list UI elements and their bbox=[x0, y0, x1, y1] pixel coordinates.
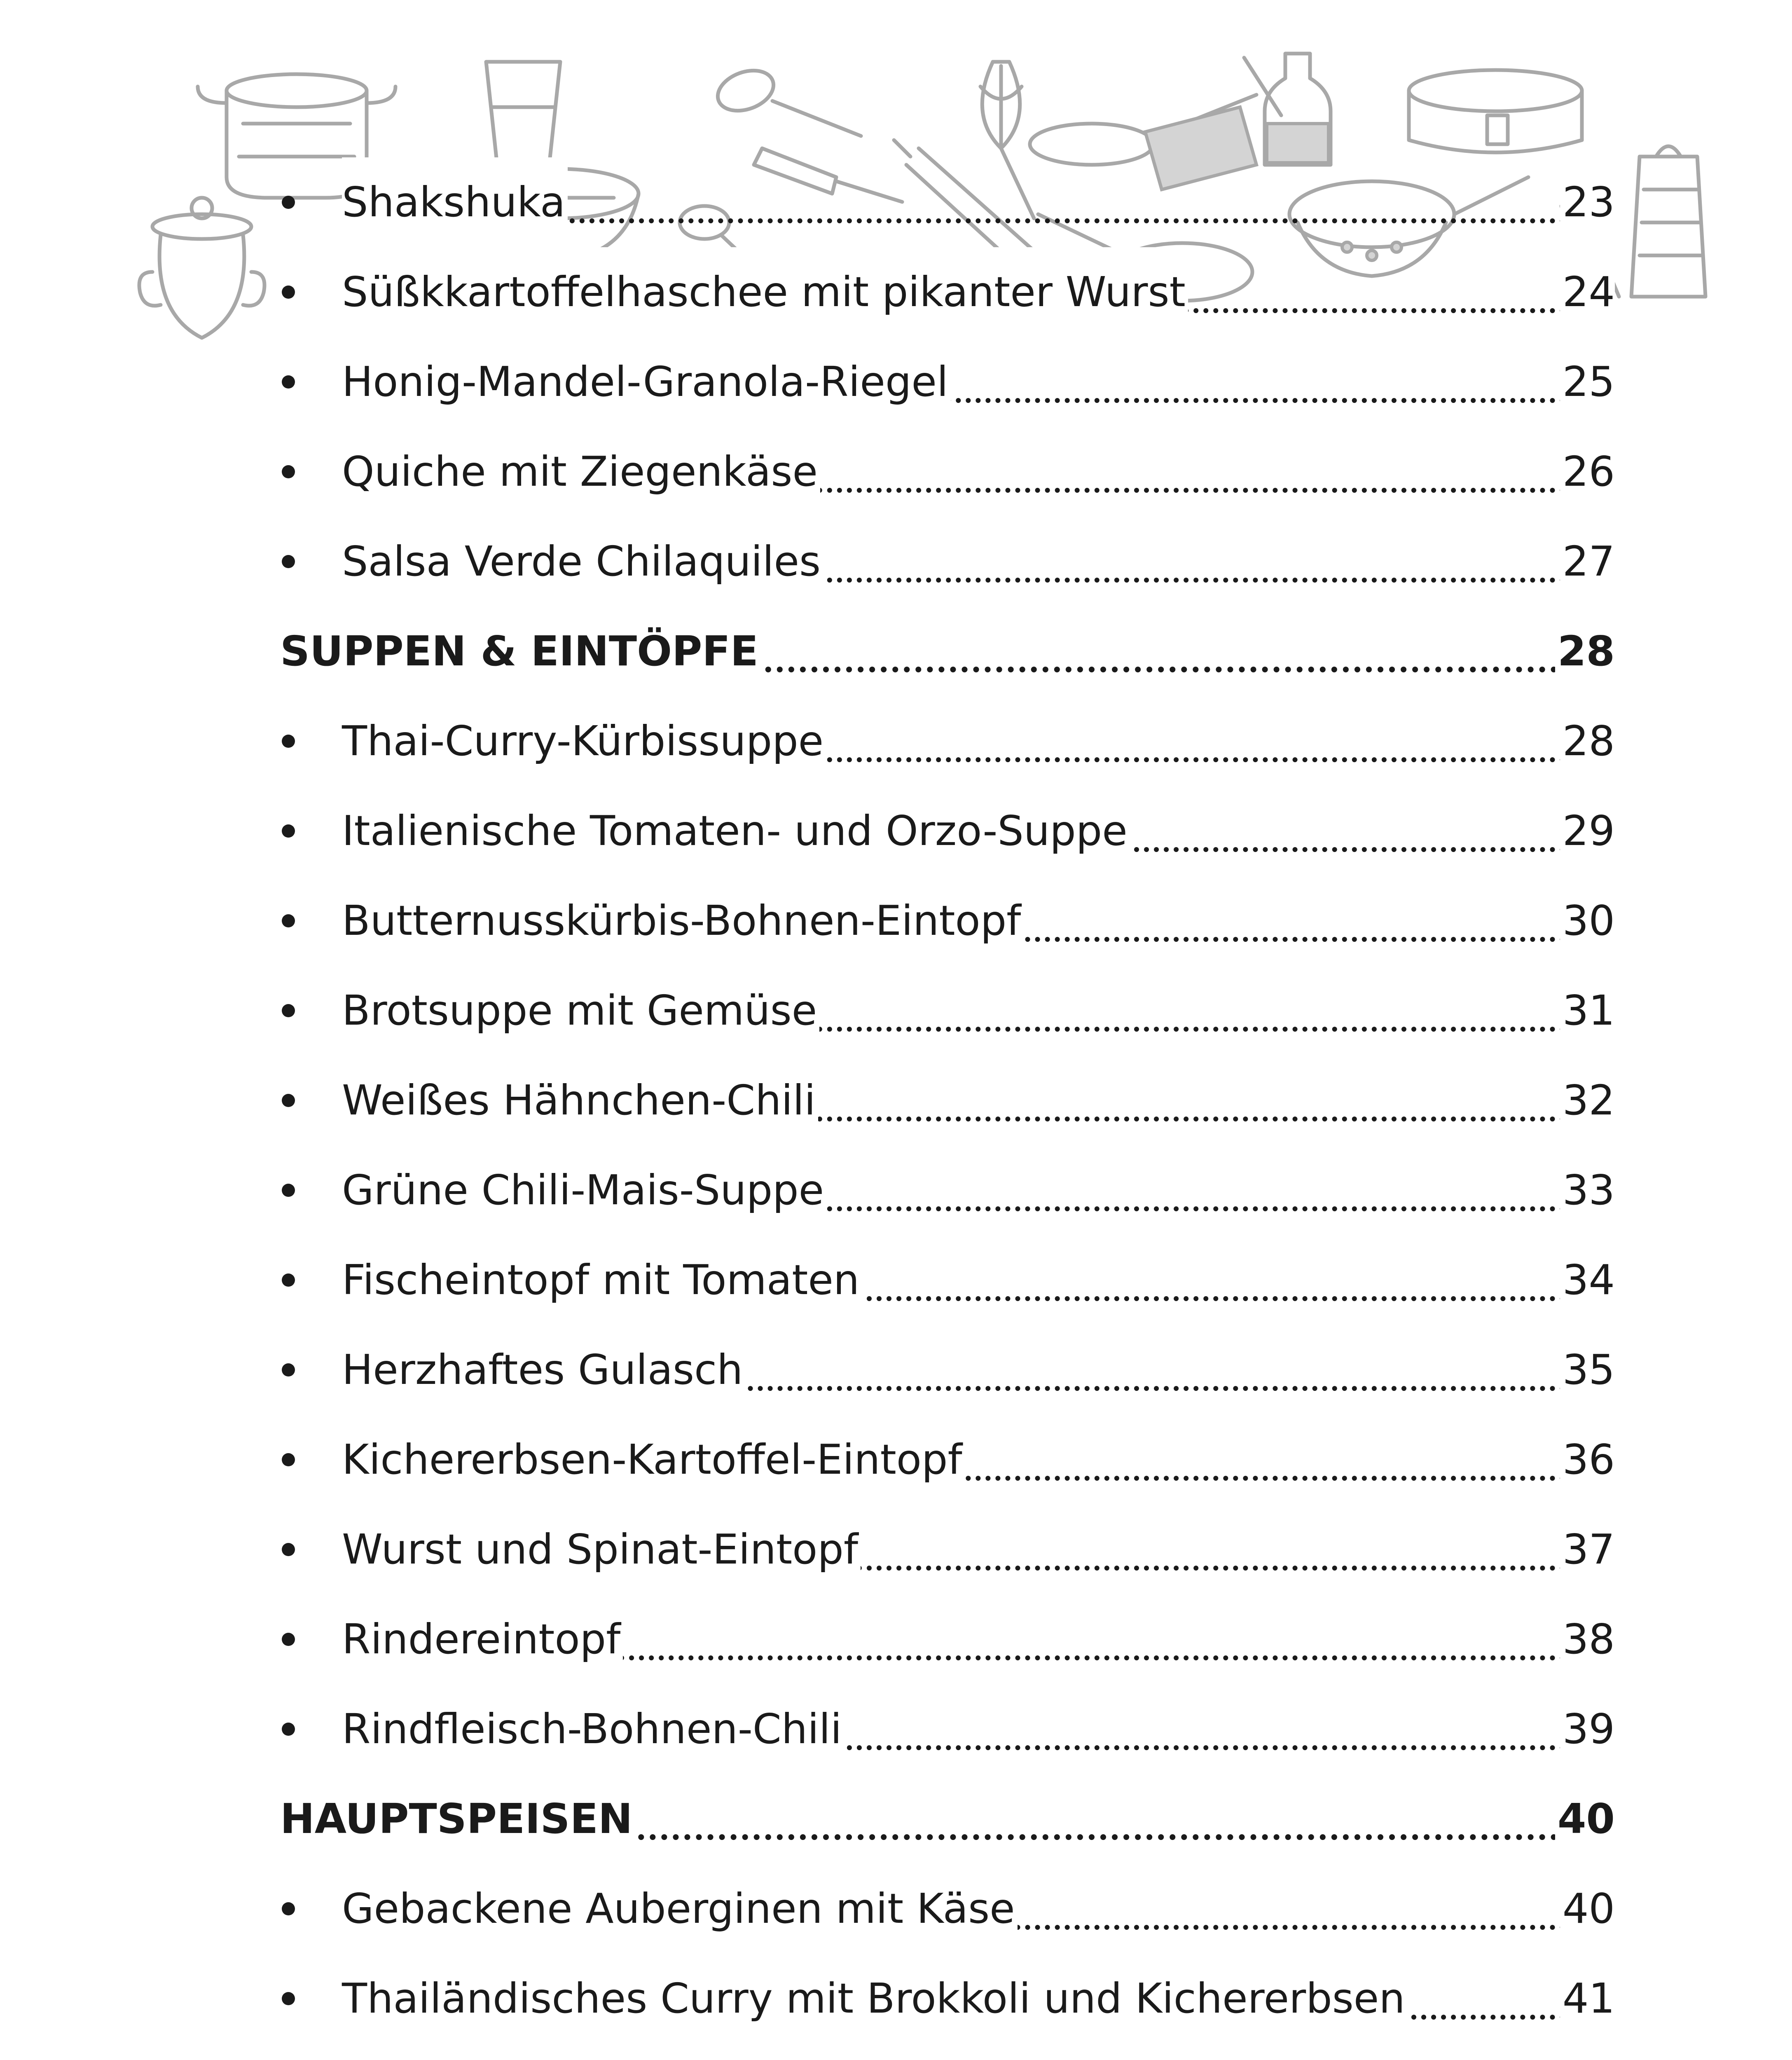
bullet-icon bbox=[280, 1594, 297, 1684]
toc-entry[interactable] bbox=[280, 1145, 1615, 1235]
toc-label: Rindfleisch-Bohnen-Chili bbox=[342, 1684, 844, 1774]
toc-page-number: 30 bbox=[1560, 876, 1615, 966]
toc-label: SUPPEN & EINTÖPFE bbox=[280, 606, 761, 696]
toc-label: Herzhaftes Gulasch bbox=[342, 1325, 745, 1415]
bullet-icon bbox=[280, 696, 297, 786]
toc-entry[interactable] bbox=[280, 1594, 1615, 1684]
table-of-contents bbox=[280, 157, 1615, 2060]
toc-entry[interactable] bbox=[280, 1505, 1615, 1594]
toc-label: HAUPTSPEISEN bbox=[280, 1774, 635, 1864]
bullet-icon bbox=[280, 157, 297, 247]
toc-entry[interactable] bbox=[280, 1415, 1615, 1505]
toc-page-number: 31 bbox=[1560, 966, 1615, 1056]
toc-page-number bbox=[1560, 2044, 1615, 2060]
toc-label: Brotsuppe mit Gemüse bbox=[342, 966, 819, 1056]
toc-label bbox=[342, 2044, 985, 2060]
bullet-icon bbox=[280, 247, 297, 337]
toc-page-number: 23 bbox=[1560, 157, 1615, 247]
toc-label: Kichererbsen-Kartoffel-Eintopf bbox=[342, 1415, 965, 1505]
bullet-icon bbox=[280, 1954, 297, 2044]
toc-entry[interactable] bbox=[280, 2044, 1615, 2060]
toc-page-number: 33 bbox=[1560, 1145, 1615, 1235]
toc-section-heading[interactable] bbox=[280, 606, 1615, 696]
toc-label: Honig-Mandel-Granola-Riegel bbox=[342, 337, 951, 427]
bullet-icon bbox=[280, 2044, 297, 2060]
toc-entry[interactable] bbox=[280, 337, 1615, 427]
bullet-icon bbox=[280, 876, 297, 966]
toc-label: Rindereintopf bbox=[342, 1594, 623, 1684]
toc-entry[interactable] bbox=[280, 517, 1615, 606]
bullet-icon bbox=[280, 1325, 297, 1415]
toc-page-number: 36 bbox=[1560, 1415, 1615, 1505]
toc-entry[interactable] bbox=[280, 1864, 1615, 1954]
toc-page-number: 38 bbox=[1560, 1594, 1615, 1684]
toc-entry[interactable] bbox=[280, 427, 1615, 517]
toc-label: Weißes Hähnchen-Chili bbox=[342, 1056, 818, 1145]
bullet-icon bbox=[280, 966, 297, 1056]
cake-tin-icon bbox=[1409, 70, 1582, 152]
toc-page-number: 32 bbox=[1560, 1056, 1615, 1145]
toc-label: Quiche mit Ziegenkäse bbox=[342, 427, 820, 517]
toc-entry[interactable] bbox=[280, 1954, 1615, 2044]
bullet-icon bbox=[280, 427, 297, 517]
bullet-icon bbox=[280, 1684, 297, 1774]
toc-page-number: 24 bbox=[1560, 247, 1615, 337]
toc-page-number: 39 bbox=[1560, 1684, 1615, 1774]
bullet-icon bbox=[280, 517, 297, 606]
toc-label: Shakshuka bbox=[342, 157, 568, 247]
toc-entry[interactable] bbox=[280, 1684, 1615, 1774]
toc-label: Butternusskürbis-Bohnen-Eintopf bbox=[342, 876, 1023, 966]
toc-label: Grüne Chili-Mais-Suppe bbox=[342, 1145, 826, 1235]
toc-page-number: 41 bbox=[1560, 1954, 1615, 2044]
toc-page-number: 27 bbox=[1560, 517, 1615, 606]
toc-entry[interactable] bbox=[280, 966, 1615, 1056]
sugar-bowl-icon bbox=[139, 198, 264, 338]
toc-page-number: 29 bbox=[1560, 786, 1615, 876]
toc-label: Wurst und Spinat-Eintopf bbox=[342, 1505, 861, 1594]
toc-label: Thai-Curry-Kürbissuppe bbox=[342, 696, 826, 786]
toc-entry[interactable] bbox=[280, 247, 1615, 337]
toc-entry[interactable] bbox=[280, 696, 1615, 786]
bullet-icon bbox=[280, 786, 297, 876]
toc-page-number: 40 bbox=[1560, 1864, 1615, 1954]
bullet-icon bbox=[280, 1056, 297, 1145]
toc-label: Gebackene Auberginen mit Käse bbox=[342, 1864, 1018, 1954]
toc-entry[interactable] bbox=[280, 1235, 1615, 1325]
toc-label: Fischeintopf mit Tomaten bbox=[342, 1235, 862, 1325]
bottle-icon bbox=[1265, 54, 1331, 165]
bullet-icon bbox=[280, 1864, 297, 1954]
bullet-icon bbox=[280, 337, 297, 427]
toc-page-number: 37 bbox=[1560, 1505, 1615, 1594]
toc-label: Salsa Verde Chilaquiles bbox=[342, 517, 823, 606]
toc-page-number: 34 bbox=[1560, 1235, 1615, 1325]
toc-page-number: 26 bbox=[1560, 427, 1615, 517]
bullet-icon bbox=[280, 1145, 297, 1235]
toc-label: Thailändisches Curry mit Brokkoli und Kichererbsen bbox=[342, 1954, 1408, 2044]
toc-entry[interactable] bbox=[280, 157, 1615, 247]
toc-entry[interactable] bbox=[280, 876, 1615, 966]
toc-page-number: 40 bbox=[1555, 1774, 1615, 1864]
toc-entry[interactable] bbox=[280, 1325, 1615, 1415]
toc-page-number: 25 bbox=[1560, 337, 1615, 427]
toc-label: Süßkkartoffelhaschee mit pikanter Wurst bbox=[342, 247, 1188, 337]
toc-page-number: 28 bbox=[1560, 696, 1615, 786]
bullet-icon bbox=[280, 1505, 297, 1594]
toc-section-heading[interactable] bbox=[280, 1774, 1615, 1864]
bullet-icon bbox=[280, 1235, 297, 1325]
toc-entry[interactable] bbox=[280, 1056, 1615, 1145]
toc-page-number: 28 bbox=[1555, 606, 1615, 696]
toc-entry[interactable] bbox=[280, 786, 1615, 876]
bullet-icon bbox=[280, 1415, 297, 1505]
toc-page-number: 35 bbox=[1560, 1325, 1615, 1415]
toc-label: Italienische Tomaten- und Orzo-Suppe bbox=[342, 786, 1130, 876]
